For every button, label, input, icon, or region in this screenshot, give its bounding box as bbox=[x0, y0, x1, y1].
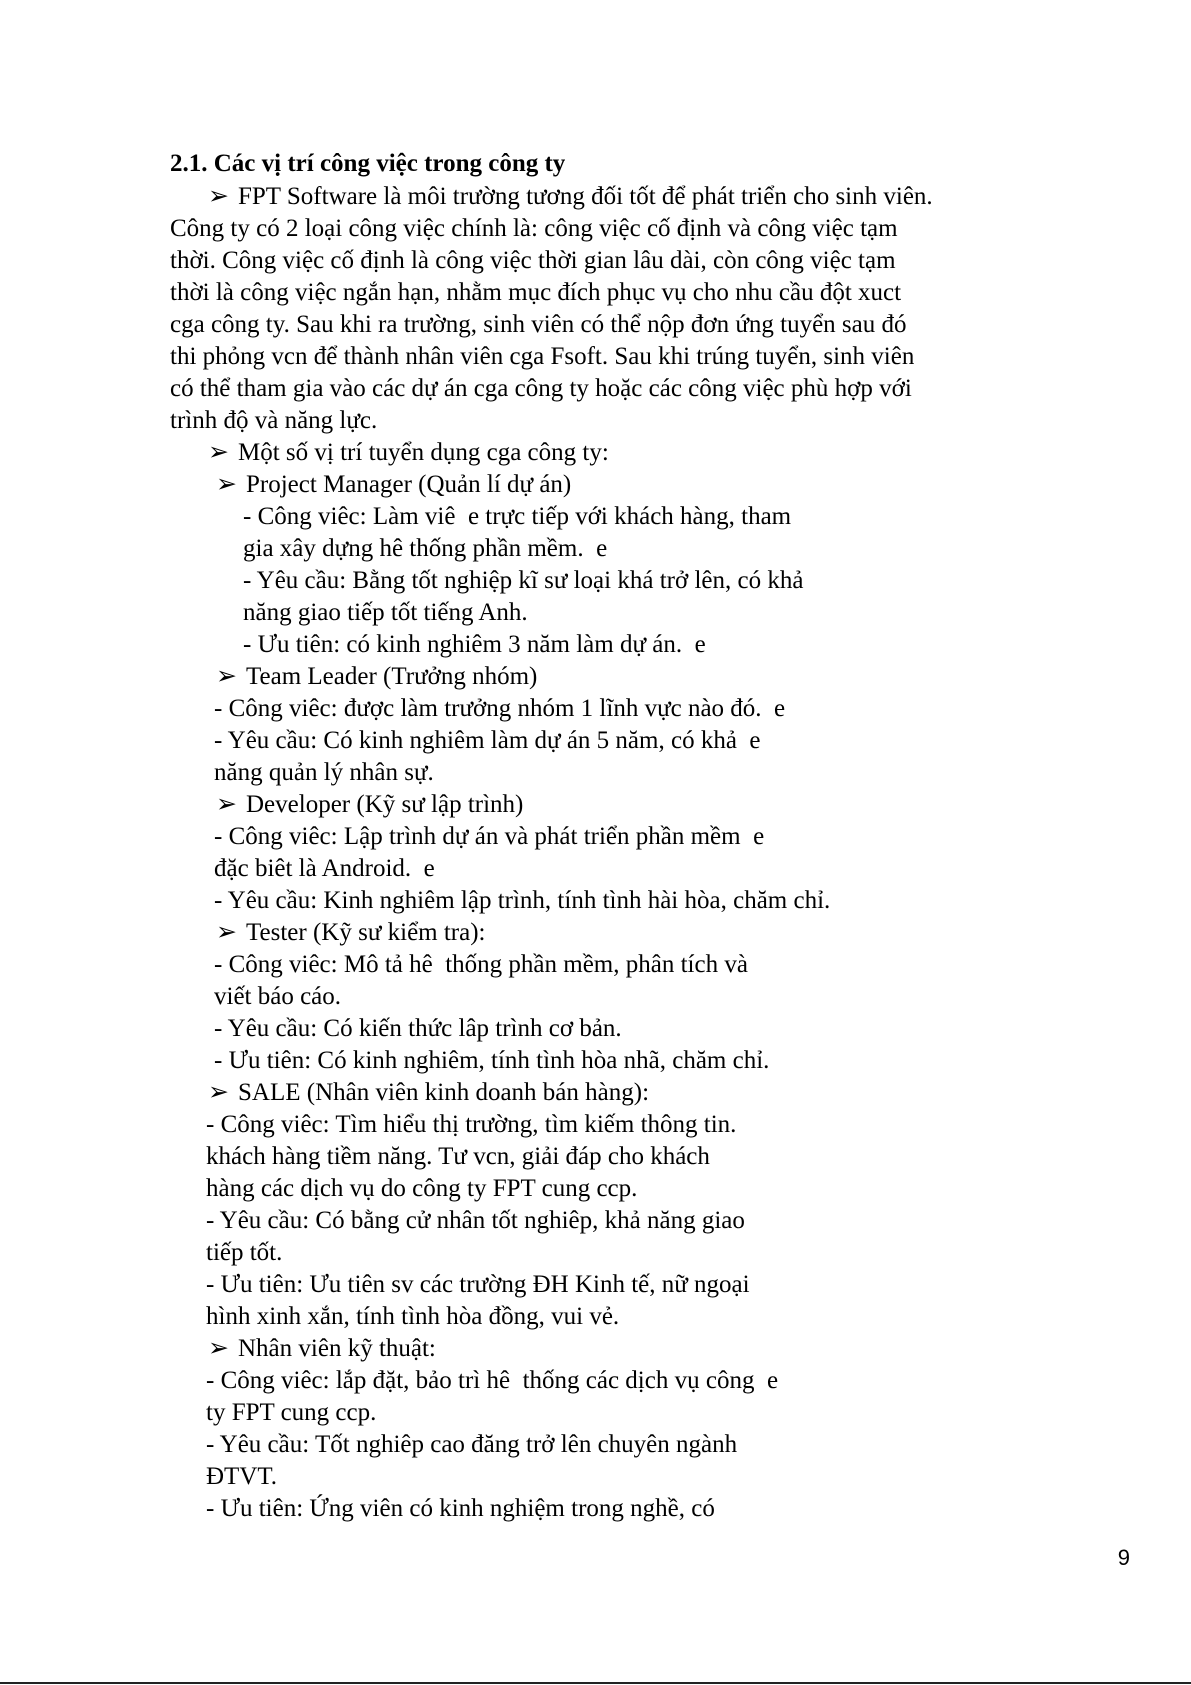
position-title-sale: ➢ SALE (Nhân viên kinh doanh bán hàng): bbox=[208, 1077, 649, 1109]
arrow-bullet-icon: ➢ bbox=[216, 791, 237, 818]
intro-line: thời là công việc ngắn hạn, nhằm mục đích phục vụ cho nhu cầu đột xuct bbox=[170, 279, 902, 306]
position-detail: - Công viêc: lắp đặt, bảo trì hê thống các dịch vụ công e bbox=[206, 1367, 779, 1394]
page-number: 9 bbox=[1117, 1545, 1130, 1570]
position-title-dev: ➢ Developer (Kỹ sư lập trình) bbox=[216, 789, 523, 821]
position-detail: - Ưu tiên: Có kinh nghiêm, tính tình hòa nhã, chăm chỉ. bbox=[214, 1047, 770, 1074]
arrow-bullet-icon: ➢ bbox=[216, 663, 237, 690]
position-detail: gia xây dựng hê thống phần mềm. e bbox=[243, 535, 608, 562]
intro-line: có thể tham gia vào các dự án cga công ty hoặc các công việc phù hợp với bbox=[170, 375, 912, 402]
arrow-bullet-icon: ➢ bbox=[216, 919, 237, 946]
intro-line: trình độ và năng lực. bbox=[170, 407, 378, 434]
position-detail: năng quản lý nhân sự. bbox=[214, 759, 434, 786]
position-detail: - Công viêc: Lập trình dự án và phát triển phần mềm e bbox=[214, 823, 765, 850]
bottom-divider bbox=[0, 1682, 1191, 1684]
position-detail: - Công viêc: được làm trưởng nhóm 1 lĩnh vực nào đó. e bbox=[214, 695, 786, 722]
arrow-bullet-icon: ➢ bbox=[208, 1079, 229, 1106]
position-detail: ĐTVT. bbox=[206, 1463, 278, 1490]
section-heading: 2.1. Các vị trí công việc trong công ty bbox=[170, 150, 566, 177]
intro-line: ➢ FPT Software là môi trường tương đối tốt để phát triển cho sinh viên. bbox=[208, 181, 933, 213]
arrow-bullet-icon: ➢ bbox=[208, 1335, 229, 1362]
position-detail: - Công viêc: Làm viê e trực tiếp với khách hàng, tham bbox=[243, 503, 792, 530]
position-detail: đặc biêt là Android. e bbox=[214, 855, 435, 882]
position-detail: - Yêu cầu: Có kinh nghiêm làm dự án 5 năm, có khả e bbox=[214, 727, 761, 754]
position-detail: - Yêu cầu: Có kiến thức lâp trình cơ bản. bbox=[214, 1015, 622, 1042]
position-detail: - Yêu cầu: Có bằng cử nhân tốt nghiêp, khả năng giao bbox=[206, 1207, 745, 1234]
intro-line: cga công ty. Sau khi ra trường, sinh viên có thể nộp đơn ứng tuyển sau đó bbox=[170, 311, 907, 338]
intro-line: Công ty có 2 loại công việc chính là: công việc cố định và công việc tạm bbox=[170, 215, 898, 242]
position-detail: ty FPT cung ccp. bbox=[206, 1399, 377, 1426]
position-detail: - Công viêc: Mô tả hê thống phần mềm, phân tích và bbox=[214, 951, 748, 978]
position-detail: khách hàng tiềm năng. Tư vcn, giải đáp cho khách bbox=[206, 1143, 710, 1170]
position-title-tech: ➢ Nhân viên kỹ thuật: bbox=[208, 1333, 436, 1365]
position-detail: - Ưu tiên: có kinh nghiêm 3 năm làm dự án. e bbox=[243, 631, 706, 658]
position-detail: - Yêu cầu: Bằng tốt nghiệp kĩ sư loại khá trở lên, có khả bbox=[243, 567, 804, 594]
position-title-pm: ➢ Project Manager (Quản lí dự án) bbox=[216, 469, 571, 501]
arrow-bullet-icon: ➢ bbox=[208, 183, 229, 210]
position-detail: viết báo cáo. bbox=[214, 983, 342, 1010]
position-detail: - Công viêc: Tìm hiểu thị trường, tìm kiếm thông tin. bbox=[206, 1111, 737, 1138]
position-title-tl: ➢ Team Leader (Trưởng nhóm) bbox=[216, 661, 537, 693]
position-detail: - Ưu tiên: Ưu tiên sv các trường ĐH Kinh tế, nữ ngoại bbox=[206, 1271, 750, 1298]
position-detail: hình xinh xắn, tính tình hòa đồng, vui vẻ. bbox=[206, 1303, 620, 1330]
position-detail: - Ưu tiên: Ứng viên có kinh nghiệm trong nghề, có bbox=[206, 1495, 715, 1522]
position-detail: tiếp tốt. bbox=[206, 1239, 283, 1266]
position-detail: - Yêu cầu: Kinh nghiêm lập trình, tính tình hài hòa, chăm chỉ. bbox=[214, 887, 831, 914]
position-detail: năng giao tiếp tốt tiếng Anh. bbox=[243, 599, 528, 626]
arrow-bullet-icon: ➢ bbox=[208, 439, 229, 466]
arrow-bullet-icon: ➢ bbox=[216, 471, 237, 498]
intro-line: thời. Công việc cố định là công việc thời gian lâu dài, còn công việc tạm bbox=[170, 247, 896, 274]
intro-line: thi phỏng vcn để thành nhân viên cga Fsoft. Sau khi trúng tuyển, sinh viên bbox=[170, 343, 915, 370]
position-title-tester: ➢ Tester (Kỹ sư kiểm tra): bbox=[216, 917, 486, 949]
position-detail: hàng các dịch vụ do công ty FPT cung ccp. bbox=[206, 1175, 638, 1202]
positions-intro: ➢ Một số vị trí tuyển dụng cga công ty: bbox=[208, 437, 609, 469]
position-detail: - Yêu cầu: Tốt nghiêp cao đăng trở lên chuyên ngành bbox=[206, 1431, 738, 1458]
